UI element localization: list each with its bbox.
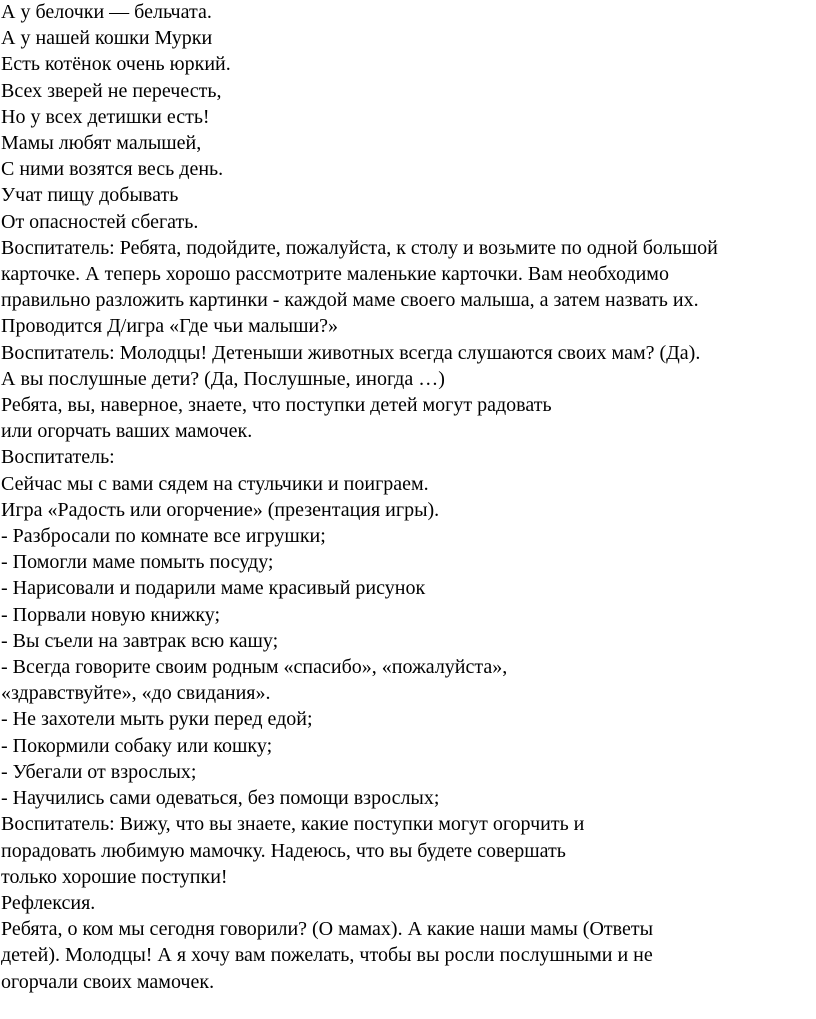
text-line: «здравствуйте», «до свидания». [1, 682, 271, 705]
text-line: правильно разложить картинки - каждой маме своего малыша, а затем назвать их. [1, 289, 699, 312]
text-line: Воспитатель: Молодцы! Детеныши животных всегда слушаются своих мам? (Да). [1, 341, 701, 364]
text-line: Всех зверей не перечесть, [1, 79, 222, 102]
text-line: - Вы съели на завтрак всю кашу; [1, 629, 279, 652]
text-line: Сейчас мы с вами сядем на стульчики и поиграем. [1, 472, 429, 495]
text-line: детей). Молодцы! А я хочу вам пожелать, чтобы вы росли послушными и не [1, 944, 653, 967]
text-line: Есть котёнок очень юркий. [1, 53, 231, 76]
text-line: С ними возятся весь день. [1, 158, 224, 181]
text-line: или огорчать ваших мамочек. [1, 420, 253, 443]
text-line: - Порвали новую книжку; [1, 603, 221, 626]
text-line: - Разбросали по комнате все игрушки; [1, 525, 326, 548]
text-line: Мамы любят малышей, [1, 132, 202, 155]
text-line: - Нарисовали и подарили маме красивый рисунок [1, 577, 426, 600]
text-line: А вы послушные дети? (Да, Послушные, иногда …) [1, 367, 445, 390]
text-line: А у нашей кошки Мурки [1, 27, 213, 50]
text-line: - Помогли маме помыть посуду; [1, 551, 274, 574]
text-line: Воспитатель: Ребята, подойдите, пожалуйста, к столу и возьмите по одной большой [1, 236, 718, 259]
text-line: Ребята, о ком мы сегодня говорили? (О мамах). А какие наши мамы (Ответы [1, 918, 654, 941]
text-line: От опасностей сбегать. [1, 210, 199, 233]
text-line: Игра «Радость или огорчение» (презентация игры). [1, 498, 440, 521]
text-line: Учат пищу добывать [1, 184, 179, 207]
text-line: - Убегали от взрослых; [1, 760, 197, 783]
text-line: - Покормили собаку или кошку; [1, 734, 273, 757]
text-line: - Научились сами одеваться, без помощи взрослых; [1, 787, 440, 810]
text-line: огорчали своих мамочек. [1, 970, 215, 993]
text-line: Рефлексия. [1, 891, 96, 914]
text-line: Воспитатель: [1, 446, 115, 469]
text-line: Ребята, вы, наверное, знаете, что поступки детей могут радовать [1, 394, 552, 417]
text-line: А у белочки — бельчата. [1, 1, 212, 23]
text-line: карточке. А теперь хорошо рассмотрите маленькие карточки. Вам необходимо [1, 263, 669, 286]
text-line: - Всегда говорите своим родным «спасибо», «пожалуйста», [1, 656, 508, 679]
text-line: только хорошие поступки! [1, 865, 228, 888]
text-line: Воспитатель: Вижу, что вы знаете, какие поступки могут огорчить и [1, 813, 585, 836]
text-line: Проводится Д/игра «Где чьи малыши?» [1, 315, 339, 338]
text-line: порадовать любимую мамочку. Надеюсь, что вы будете совершать [1, 839, 566, 862]
text-line: - Не захотели мыть руки перед едой; [1, 708, 313, 731]
text-line: Но у всех детишки есть! [1, 105, 210, 128]
